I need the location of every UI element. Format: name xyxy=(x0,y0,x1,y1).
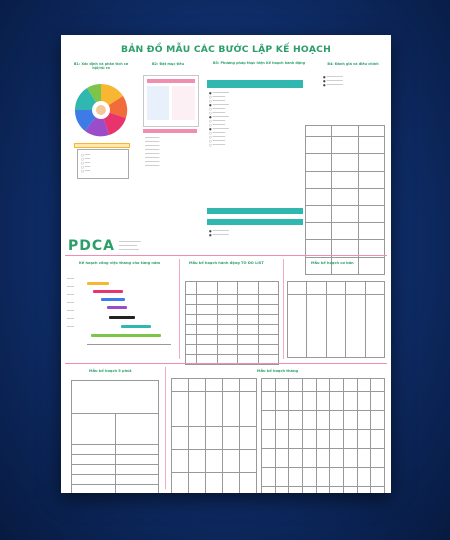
action-list: ● ───────── ○ ─────── ○ ─────── ● ───────── ○ ─────── ○ ─────── ● ───────── ○ ─────── ○ ─────── ● ───────── ○ ─────── ○ ─────── ○ ─────── ○ ─────── xyxy=(209,91,229,147)
monthly-calendar-table xyxy=(261,378,385,493)
step4-heading: B4: Đánh giá và điều chỉnh xyxy=(327,62,379,66)
divider-v1 xyxy=(179,259,180,359)
step3-heading: B3: Phương pháp thực hiện Kế hoạch hành động xyxy=(212,61,306,65)
action-arrow-3 xyxy=(207,219,303,225)
action-arrow-1 xyxy=(207,80,303,88)
gantt-bar-2 xyxy=(93,290,123,293)
basic-plan-table xyxy=(287,281,385,358)
goal-table xyxy=(143,75,199,127)
gantt-row-labels: ──── ──── ──── ──── ──── ──── ──── xyxy=(67,277,75,329)
step1-heading: B1: Xác định và phân tích cơ hội/rủi ro xyxy=(73,62,129,70)
divider-2 xyxy=(65,363,387,364)
plan2-title: Mẫu kế hoạch hành động TO DO LIST xyxy=(189,261,264,265)
cause-wheel-graphic xyxy=(71,80,131,140)
action-arrow-2 xyxy=(207,208,303,214)
plan4-title: Mẫu kế hoạch 5 phút xyxy=(89,369,132,373)
evaluation-table xyxy=(305,125,385,275)
goal-strip xyxy=(143,129,197,133)
gantt-bar-5 xyxy=(109,316,135,319)
step1-checklist-lines: ▢ ─── ▢ ─── ▢ ─── ▢ ─── ▢ ─── xyxy=(81,153,91,173)
evaluation-notes: ● ───────── ● ───────── ● ───────── xyxy=(323,75,343,87)
divider-1 xyxy=(65,255,387,256)
gantt-bar-3 xyxy=(101,298,125,301)
pdca-logo: PDCA xyxy=(68,238,115,254)
action-notes: ● ───────── ● ───────── xyxy=(209,229,229,237)
step1-label-bar xyxy=(74,143,130,148)
step2-heading: B2: Đặt mục tiêu xyxy=(151,62,185,66)
divider-v3 xyxy=(165,367,166,489)
gantt-axis xyxy=(87,344,171,345)
gantt-bar-6 xyxy=(121,325,151,328)
company-info: ──────────── ────────── ─────────── xyxy=(119,240,141,252)
poster-title: BẢN ĐỒ MẪU CÁC BƯỚC LẬP KẾ HOẠCH xyxy=(121,44,331,55)
five-minute-table xyxy=(71,380,159,493)
gantt-bar-7 xyxy=(91,334,161,337)
todo-table xyxy=(185,281,279,365)
gantt-bar-1 xyxy=(87,282,109,285)
monthly-plan-table xyxy=(171,378,257,493)
goal-notes: ──────── ──────── ──────── ──────── ──────── ──────── ──────── ──────── xyxy=(145,136,160,168)
plan5-title: Mẫu kế hoạch tháng xyxy=(257,369,299,373)
plan-map-poster xyxy=(61,35,391,493)
divider-v2 xyxy=(283,259,284,359)
plan3-title: Mẫu kế hoạch cơ bản xyxy=(311,261,354,265)
plan1-title: Kế hoạch công việc tháng cho từng năm xyxy=(79,261,161,265)
gantt-bar-4 xyxy=(107,306,127,309)
